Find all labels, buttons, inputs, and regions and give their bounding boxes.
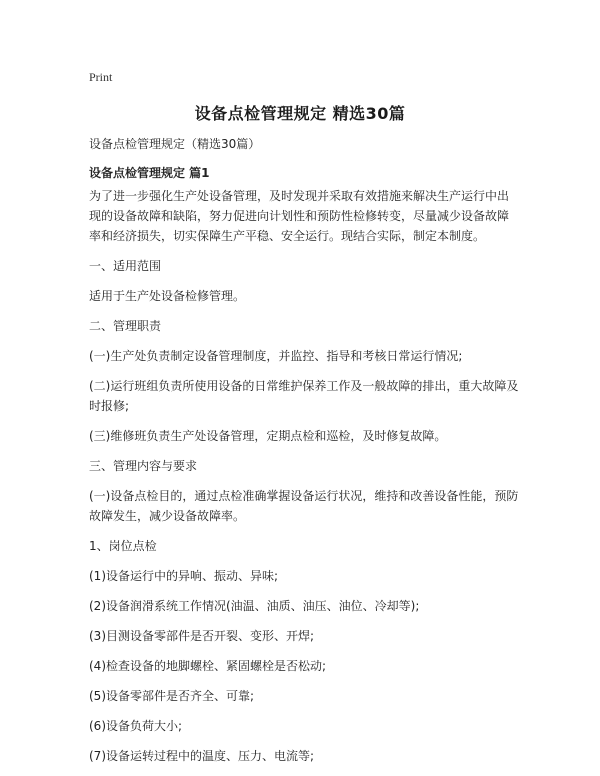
page-title: 设备点检管理规定 精选30篇	[194, 104, 406, 123]
paragraph-scope: 适用于生产处设备检修管理。	[89, 289, 246, 303]
heading-responsibilities: 二、管理职责	[89, 319, 162, 333]
section-heading: 设备点检管理规定 篇1	[89, 166, 210, 180]
paragraph-inspection-purpose: (一)设备点检目的，通过点检准确掌握设备运行状况，维持和改善设备性能，预防故障发生，减少设备故障率。	[89, 489, 519, 523]
responsibility-item: (三)维修班负责生产处设备管理，定期点检和巡检，及时修复故障。	[89, 429, 447, 443]
inspection-item: (1)设备运行中的异响、振动、异味;	[89, 569, 279, 583]
responsibility-item: (二)运行班组负责所使用设备的日常维护保养工作及一般故障的排出，重大故障及时报修;	[89, 379, 519, 413]
inspection-item: (7)设备运转过程中的温度、压力、电流等;	[89, 749, 315, 763]
print-link[interactable]: Print	[89, 70, 113, 84]
responsibility-item: (一)生产处负责制定设备管理制度，并监控、指导和考核日常运行情况;	[89, 349, 463, 363]
document-body	[89, 134, 519, 776]
heading-scope: 一、适用范围	[89, 259, 162, 273]
intro-paragraph: 为了进一步强化生产处设备管理，及时发现并采取有效措施来解决生产运行中出现的设备故障和缺陷，努力促进向计划性和预防性检修转变，尽量减少设备故障率和经济损失，切实保障生产平稳、安全运行。现结合实际，制定本制度。	[89, 189, 510, 243]
heading-content-requirements: 三、管理内容与要求	[89, 459, 198, 473]
inspection-item: (5)设备零部件是否齐全、可靠;	[89, 689, 255, 703]
inspection-item: (4)检查设备的地脚螺栓、紧固螺栓是否松动;	[89, 659, 327, 673]
inspection-item: (3)目测设备零部件是否开裂、变形、开焊;	[89, 629, 315, 643]
heading-post-inspection: 1、岗位点检	[89, 539, 157, 553]
inspection-item: (2)设备润滑系统工作情况(油温、油质、油压、油位、冷却等);	[89, 599, 420, 613]
inspection-item: (6)设备负荷大小;	[89, 719, 183, 733]
document-subtitle: 设备点检管理规定（精选30篇）	[89, 137, 261, 151]
